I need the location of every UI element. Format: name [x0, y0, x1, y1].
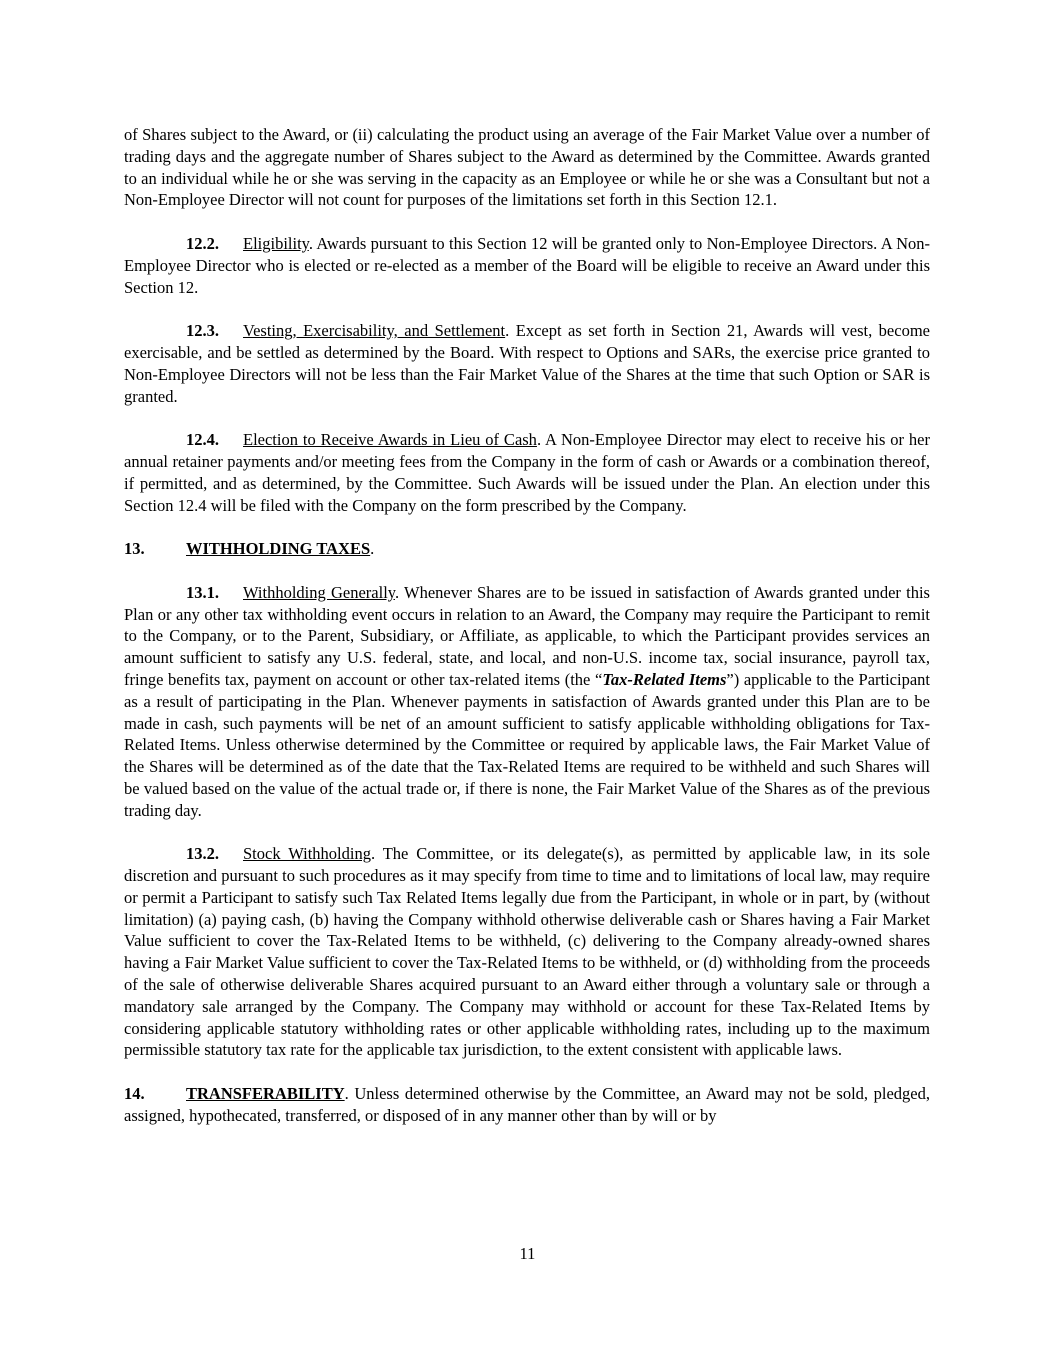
section-13-2 [124, 843, 930, 1061]
section-text: . A Non-Employee Director may elect to receive his or her annual retainer payments and/or meeting fees from the Company in the form of cash or Awards or a combination thereof, if permitted, and as determined, by the Committee. Such Awards will be issued under the Plan. An election under this Section 12.4 will be filed with the Company on the form prescribed by the Company. [124, 430, 930, 515]
page-body [124, 124, 930, 1148]
section-number: 12.2. [186, 233, 219, 253]
section-number: 13.2. [186, 844, 219, 864]
section-13-heading [124, 538, 930, 560]
section-text: . The Committee, or its delegate(s), as permitted by applicable law, in its sole discretion and pursuant to such procedures as it may specify from time to time and to limitations of local law, may require or permit a Participant to satisfy such Tax Related Items legally due from the Participant, in whole or in part, by (without limitation) (a) paying cash, (b) having the Company withhold otherwise deliverable cash or Shares having a Fair Market Value sufficient to cover the Tax-Related Items to be withheld, (c) delivering to the Company already-owned shares having a Fair Market Value sufficient to cover the Tax-Related Items to be withheld, or (d) withholding from the proceeds of the sale of otherwise deliverable Shares acquired pursuant to an Award either through a voluntary sale or through a mandatory sale arranged by the Company. The Company may withhold or account for these Tax-Related Items by considering applicable statutory withholding rates or other applicable withholding rates, including up to the maximum permissible statutory tax rate for the applicable tax jurisdiction, to the extent consistent with applicable laws. [124, 844, 930, 1060]
section-number: 12.4. [186, 430, 219, 450]
section-title: Eligibility [243, 233, 309, 253]
section-13-1 [124, 582, 930, 822]
section-12-3 [124, 320, 930, 407]
section-text: . Whenever Shares are to be issued in satisfaction of Awards granted under this Plan or any other tax withholding event occurs in relation to an Award, the Company may require the Participant to remit to the Company, or to the Parent, Subsidiary, or Affiliate, as applicable, to which the Participant provides services an amount sufficient to satisfy any U.S. federal, state, and local, and non-U.S. income tax, social insurance, payroll tax, fringe benefits tax, payment on account or other tax-related items (the “ [124, 582, 930, 689]
section-number: 13. [124, 539, 145, 559]
section-title: Vesting, Exercisability, and Settlement [243, 321, 506, 341]
section-12-2 [124, 233, 930, 298]
section-heading: WITHHOLDING TAXES [186, 539, 371, 559]
section-title: Withholding Generally [243, 582, 395, 602]
section-14 [124, 1083, 930, 1127]
defined-term: Tax-Related Items [602, 669, 727, 689]
continued-text: of Shares subject to the Award, or (ii) calculating the product using an average of the Fair Market Value over a number of trading days and the aggregate number of Shares subject to the Award as determined by the Committee. Awards granted to an individual while he or she was serving in the capacity as an Employee or while he or she was a Consultant but not a Non-Employee Director will not count for purposes of the limitations set forth in this Section 12.1. [124, 125, 930, 210]
section-title: Election to Receive Awards in Lieu of Cash [243, 430, 537, 450]
section-number: 14. [124, 1084, 145, 1104]
section-text: . Unless determined otherwise by the Committee, an Award may not be sold, pledged, assigned, hypothecated, transferred, or disposed of in any manner other than by will or by [124, 1084, 930, 1125]
section-heading: TRANSFERABILITY [186, 1084, 345, 1104]
page-number: 11 [519, 1244, 536, 1263]
section-title: Stock Withholding [243, 844, 371, 864]
section-12-4 [124, 429, 930, 516]
section-number: 12.3. [186, 321, 219, 341]
section-number: 13.1. [186, 582, 219, 602]
section-text: . Awards pursuant to this Section 12 will be granted only to Non-Employee Directors. A Non-Employee Director who is elected or re-elected as a member of the Board will be eligible to receive an Award under this Section 12. [124, 233, 930, 297]
section-text: . [370, 539, 375, 559]
section-text-continued: ”) applicable to the Participant as a result of participating in the Plan. Whenever payments in satisfaction of Awards granted under this Plan are to be made in cash, such payments will be net of an amount sufficient to satisfy applicable withholding obligations for Tax-Related Items. Unless otherwise determined by the Committee or required by applicable laws, the Fair Market Value of the Shares will be determined as of the date that the Tax-Related Items are required to be withheld and such Shares will be valued based on the value of the actual trade or, if there is none, the Fair Market Value of the Shares as of the previous trading day. [124, 669, 930, 820]
continued-paragraph [124, 124, 930, 211]
section-text: . Except as set forth in Section 21, Awards will vest, become exercisable, and be settled as determined by the Board. With respect to Options and SARs, the exercise price granted to Non-Employee Directors will not be less than the Fair Market Value of the Shares at the time that such Option or SAR is granted. [124, 321, 930, 406]
